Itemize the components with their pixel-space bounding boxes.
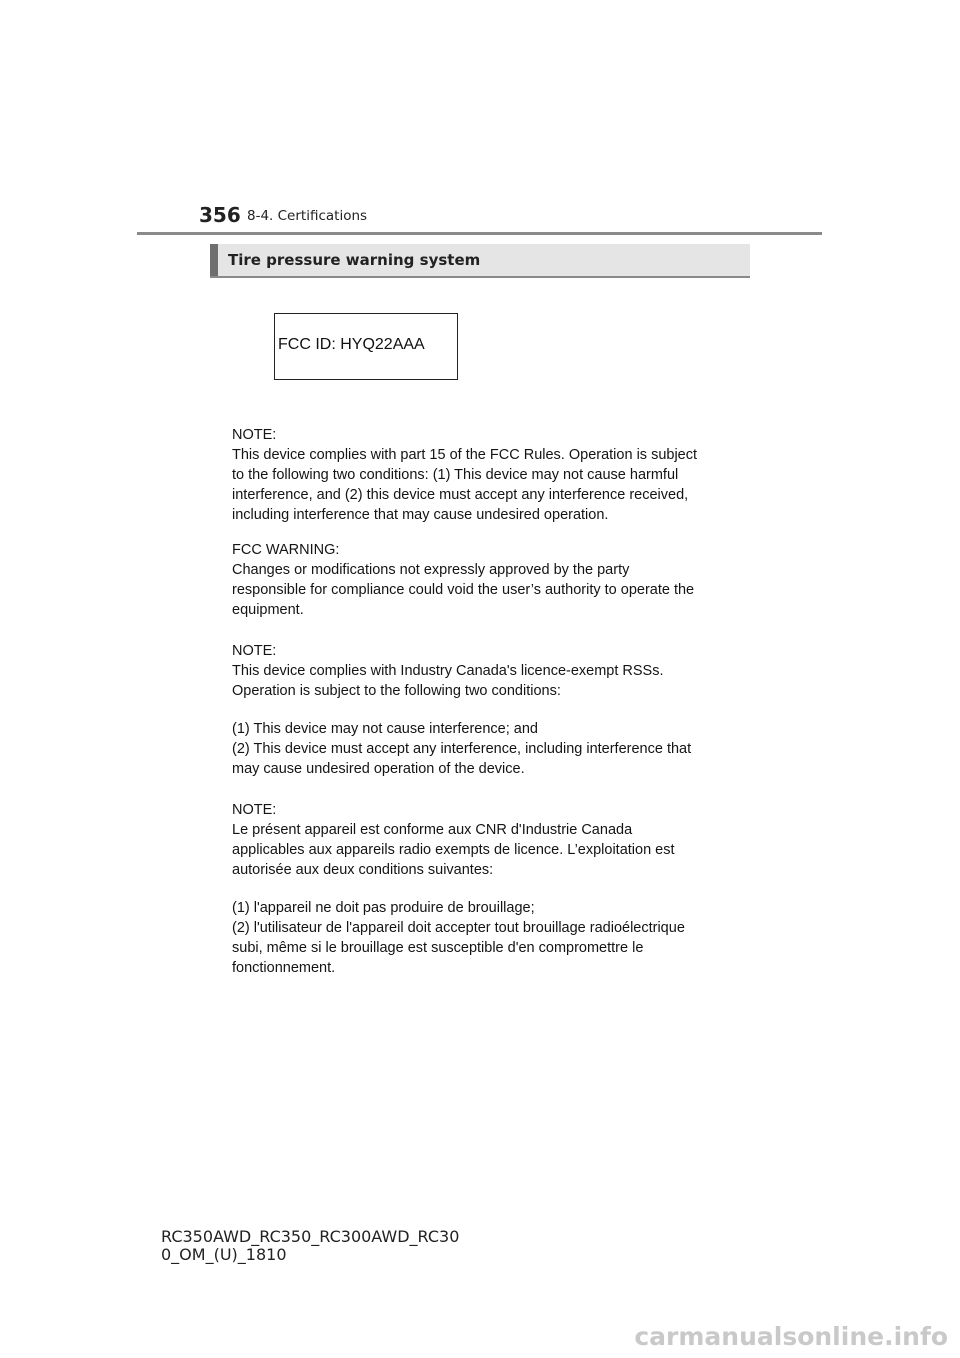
condition-line: subi, même si le brouillage est susceptible d'en compromettre le xyxy=(232,940,644,956)
footer-line: 0_OM_(U)_1810 xyxy=(161,1245,287,1264)
note-heading: NOTE: xyxy=(232,643,277,659)
fcc-note xyxy=(232,425,742,525)
warning-line: Changes or modifications not expressly approved by the party xyxy=(232,562,630,578)
condition-line: may cause undesired operation of the device. xyxy=(232,761,525,777)
note-line: This device complies with Industry Canada's licence-exempt RSSs. xyxy=(232,663,664,679)
condition-line: (2) This device must accept any interference, including interference that xyxy=(232,741,692,757)
condition-line: (1) l'appareil ne doit pas produire de brouillage; xyxy=(232,900,535,916)
fcc-warning xyxy=(232,540,742,620)
warning-heading: FCC WARNING: xyxy=(232,542,340,558)
note-line: autorisée aux deux conditions suivantes: xyxy=(232,862,494,878)
banner-accent-bar xyxy=(210,244,218,276)
watermark: carmanualsonline.info xyxy=(634,1322,948,1351)
note-line: Le présent appareil est conforme aux CNR d'Industrie Canada xyxy=(232,822,633,838)
note-heading: NOTE: xyxy=(232,427,277,443)
manual-code-footer xyxy=(161,1228,459,1264)
section-banner xyxy=(210,244,750,278)
ic-note-english xyxy=(232,641,742,779)
note-line: This device complies with part 15 of the FCC Rules. Operation is subject xyxy=(232,447,698,463)
condition-line: fonctionnement. xyxy=(232,960,336,976)
warning-line: equipment. xyxy=(232,602,304,618)
header-rule xyxy=(137,232,822,235)
page-number: 356 xyxy=(199,203,241,227)
footer-line: RC350AWD_RC350_RC300AWD_RC30 xyxy=(161,1227,460,1246)
note-line: Operation is subject to the following two conditions: xyxy=(232,683,561,699)
banner-title: Tire pressure warning system xyxy=(228,251,481,269)
note-line: interference, and (2) this device must accept any interference received, xyxy=(232,487,689,503)
note-line: including interference that may cause undesired operation. xyxy=(232,507,609,523)
condition-line: (1) This device may not cause interference; and xyxy=(232,721,539,737)
note-line: to the following two conditions: (1) This device may not cause harmful xyxy=(232,467,679,483)
warning-line: responsible for compliance could void the user’s authority to operate the xyxy=(232,582,695,598)
note-heading: NOTE: xyxy=(232,802,277,818)
note-line: applicables aux appareils radio exempts de licence. L’exploitation est xyxy=(232,842,675,858)
ic-note-french xyxy=(232,800,742,978)
section-title: 8-4. Certifications xyxy=(247,208,368,224)
condition-line: (2) l'utilisateur de l'appareil doit accepter tout brouillage radioélectrique xyxy=(232,920,685,936)
fcc-id-text: FCC ID: HYQ22AAA xyxy=(278,336,425,353)
